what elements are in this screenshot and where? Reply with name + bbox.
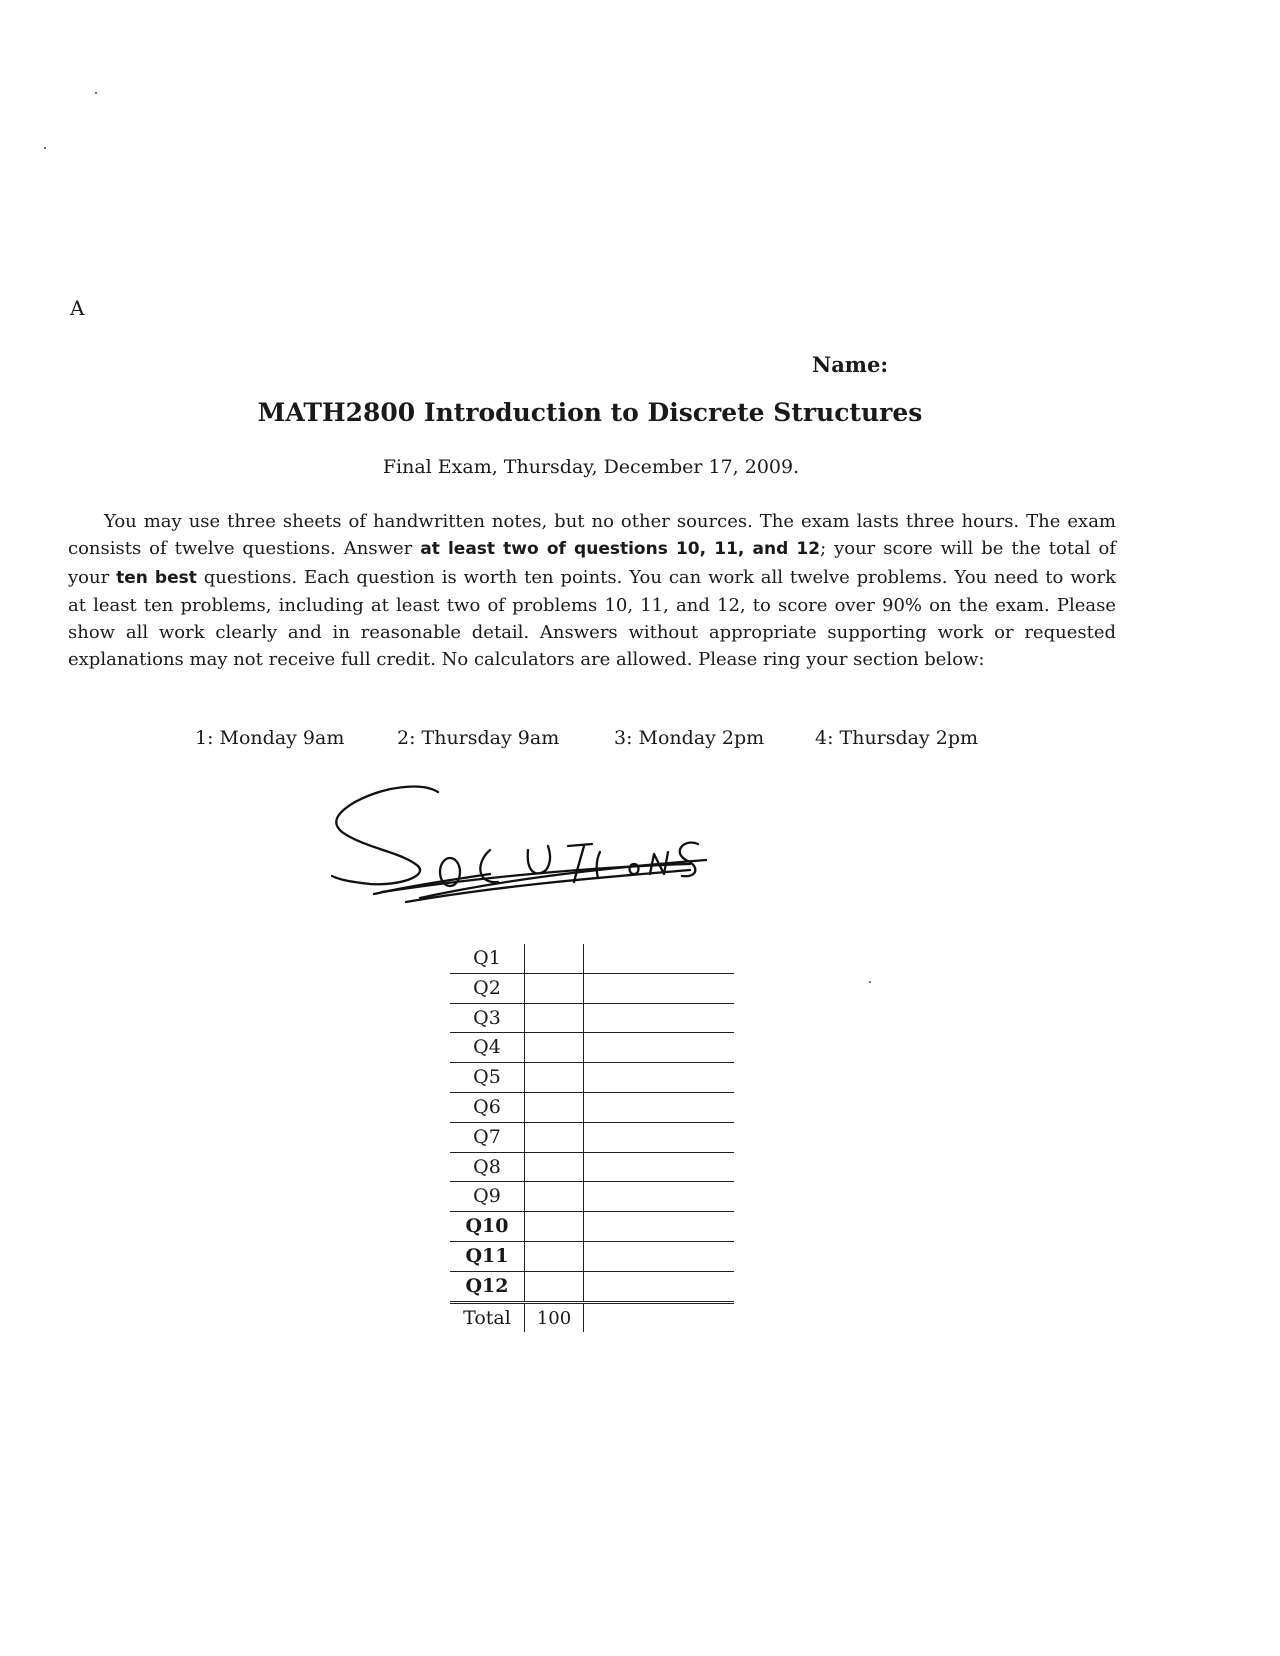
score-table [450, 944, 734, 1332]
total-row [450, 1304, 734, 1333]
handwriting-letter-u [528, 846, 550, 873]
points-cell [524, 1033, 584, 1062]
table-row [450, 1153, 734, 1183]
score-cell[interactable] [584, 1004, 734, 1033]
handwriting-letter-i [597, 852, 600, 878]
question-label: Q7 [473, 1125, 501, 1148]
instructions-text: You may use three sheets of handwritten notes, but no other sources. The exam lasts three hours. The exam consists of twelve questions. Answer [68, 511, 1116, 560]
question-label: Q8 [473, 1155, 501, 1178]
table-row [450, 1093, 734, 1123]
score-cell[interactable] [584, 1093, 734, 1122]
question-label: Q11 [465, 1244, 509, 1267]
exam-title: MATH2800 Introduction to Discrete Structures [257, 398, 923, 427]
question-label: Q9 [473, 1185, 501, 1208]
score-cell[interactable] [584, 1153, 734, 1182]
question-label: Q2 [473, 976, 501, 999]
name-label: Name: [812, 352, 889, 377]
section-option-1[interactable]: 1: Monday 9am [195, 727, 345, 749]
handwriting-letter-t [568, 844, 592, 882]
points-cell [524, 974, 584, 1003]
scan-speck [44, 147, 46, 149]
section-option-3[interactable]: 3: Monday 2pm [614, 727, 765, 749]
table-row [450, 974, 734, 1004]
exam-version-letter: A [70, 296, 85, 320]
instructions-emphasis: at least two of questions 10, 11, and 12 [420, 539, 821, 560]
total-score-cell[interactable] [584, 1304, 734, 1333]
points-cell [524, 944, 584, 973]
question-label: Q12 [465, 1274, 509, 1297]
instructions-paragraph [68, 508, 1116, 674]
points-cell [524, 1093, 584, 1122]
table-row [450, 1272, 734, 1304]
score-cell[interactable] [584, 1033, 734, 1062]
total-points: 100 [524, 1304, 584, 1333]
total-label: Total [463, 1306, 511, 1329]
score-cell[interactable] [584, 1272, 734, 1301]
table-row [450, 1033, 734, 1063]
question-label: Q4 [473, 1036, 501, 1059]
points-cell [524, 1123, 584, 1152]
section-option-2[interactable]: 2: Thursday 9am [397, 727, 560, 749]
points-cell [524, 1004, 584, 1033]
section-option-4[interactable]: 4: Thursday 2pm [815, 727, 979, 749]
points-cell [524, 1063, 584, 1092]
table-row [450, 944, 734, 974]
score-cell[interactable] [584, 1123, 734, 1152]
score-cell[interactable] [584, 1212, 734, 1241]
instructions-emphasis: ten best [116, 567, 197, 588]
score-cell[interactable] [584, 944, 734, 973]
handwriting-letter-s [332, 787, 438, 885]
table-row [450, 1123, 734, 1153]
instructions-text: questions. Each question is worth ten points. You can work all twelve problems. You need to work at least ten problems, including at least two of problems 10, 11, and 12, to score over 90% on the exam. Please show all work clearly and in reasonable detail. Answers without appropriate supporting work or requested explanations may not receive full credit. No calculators are allowed. Please ring your section below: [68, 566, 1116, 671]
handwritten-solutions-mark [330, 780, 750, 960]
points-cell [524, 1212, 584, 1241]
points-cell [524, 1182, 584, 1211]
question-label: Q10 [465, 1215, 509, 1238]
points-cell [524, 1153, 584, 1182]
instructions-text: ; your score will be the total of your [68, 538, 1117, 588]
question-label: Q5 [473, 1066, 501, 1089]
score-cell[interactable] [584, 1063, 734, 1092]
score-cell[interactable] [584, 1182, 734, 1211]
question-label: Q6 [473, 1095, 501, 1118]
table-row [450, 1242, 734, 1272]
score-cell[interactable] [584, 1242, 734, 1271]
table-row [450, 1004, 734, 1034]
question-label: Q3 [473, 1006, 501, 1029]
points-cell [524, 1272, 584, 1301]
points-cell [524, 1242, 584, 1271]
score-cell[interactable] [584, 974, 734, 1003]
question-label: Q1 [473, 947, 501, 969]
table-row [450, 1212, 734, 1242]
scan-speck [869, 981, 871, 983]
table-row [450, 1182, 734, 1212]
scan-speck [95, 92, 97, 94]
table-row [450, 1063, 734, 1093]
exam-subtitle: Final Exam, Thursday, December 17, 2009. [382, 456, 800, 478]
